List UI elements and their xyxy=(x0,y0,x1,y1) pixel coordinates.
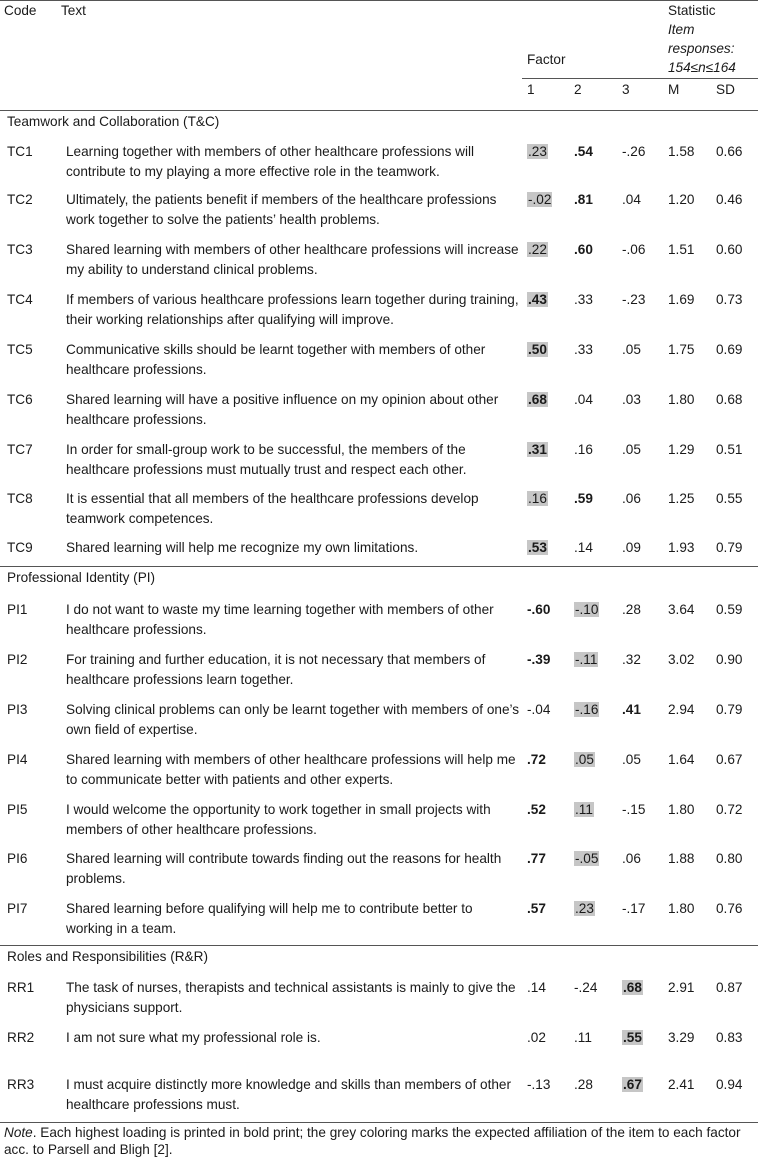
value-text: -.39 xyxy=(527,652,551,667)
value-text: -.60 xyxy=(527,602,551,617)
value-text: .53 xyxy=(528,540,547,555)
header-col-m: M xyxy=(668,82,680,97)
factor-2-loading xyxy=(574,290,593,310)
table-bottom-rule xyxy=(0,1122,758,1123)
sd-value xyxy=(716,142,742,162)
value-text: .67 xyxy=(623,1077,642,1092)
factor-1-loading xyxy=(527,340,548,360)
value-text: -.05 xyxy=(575,851,599,866)
note-label: Note xyxy=(4,1125,33,1140)
value-text: .52 xyxy=(527,802,546,817)
value-text: .05 xyxy=(622,342,641,357)
section-rule xyxy=(0,566,758,567)
value-text: .06 xyxy=(622,491,641,506)
factor-2-loading xyxy=(574,849,599,869)
factor-3-loading xyxy=(622,700,641,720)
item-text: Ultimately, the patients benefit if members of the healthcare professions work together to solve the patients’ health problems. xyxy=(66,192,497,227)
header-col-2: 2 xyxy=(574,82,582,97)
value-text: -.24 xyxy=(574,980,598,995)
mean-value xyxy=(668,440,694,460)
factor-1-loading xyxy=(527,440,548,460)
value-text: .31 xyxy=(528,442,547,457)
value-text: .60 xyxy=(574,242,593,257)
header-col-3: 3 xyxy=(622,82,630,97)
mean-value xyxy=(668,538,694,558)
item-code: PI3 xyxy=(7,702,28,717)
factor-1-loading xyxy=(527,600,550,620)
value-text: -.02 xyxy=(528,192,552,207)
table-note xyxy=(4,1124,754,1158)
item-code: TC8 xyxy=(7,491,33,506)
value-text: 3.29 xyxy=(668,1030,695,1045)
item-code: PI5 xyxy=(7,802,28,817)
item-code: RR2 xyxy=(7,1030,35,1045)
sd-value xyxy=(716,849,742,869)
item-code: TC4 xyxy=(7,292,33,307)
item-text: Learning together with members of other healthcare professions will contribute to my playing a more effective role in the teamwork. xyxy=(66,144,475,179)
value-text: 1.20 xyxy=(668,192,695,207)
table-top-rule xyxy=(0,0,758,1)
value-text: 1.88 xyxy=(668,851,695,866)
item-code: PI1 xyxy=(7,602,28,617)
value-text: 1.80 xyxy=(668,392,695,407)
mean-value xyxy=(668,800,694,820)
item-text: Shared learning will help me recognize my own limitations. xyxy=(66,540,419,555)
factor-1-loading xyxy=(527,142,548,162)
mean-value xyxy=(668,600,694,620)
value-text: 0.69 xyxy=(716,342,743,357)
factor-1-loading xyxy=(527,650,550,670)
header-item-responses-1: Item xyxy=(668,22,695,37)
header-factor: Factor xyxy=(527,52,566,67)
factor-2-loading xyxy=(574,978,597,998)
header-item-responses-3: 154≤n≤164 xyxy=(668,60,736,75)
value-text: .06 xyxy=(622,851,641,866)
value-text: .14 xyxy=(574,540,593,555)
item-text: Shared learning before qualifying will help me to contribute better to working in a team. xyxy=(66,901,473,936)
item-code: TC9 xyxy=(7,540,33,555)
value-text: 1.80 xyxy=(668,802,695,817)
sd-value xyxy=(716,340,742,360)
factor-3-loading xyxy=(622,142,645,162)
value-text: .28 xyxy=(622,602,641,617)
value-text: .50 xyxy=(528,342,547,357)
factor-1-loading xyxy=(527,489,548,509)
mean-value xyxy=(668,899,694,919)
value-text: 0.51 xyxy=(716,442,743,457)
value-text: 0.66 xyxy=(716,144,743,159)
factor-1-loading xyxy=(527,538,548,558)
section-title: Teamwork and Collaboration (T&C) xyxy=(7,114,220,129)
value-text: 1.29 xyxy=(668,442,695,457)
value-text: -.11 xyxy=(575,652,598,667)
factor-3-loading xyxy=(622,440,641,460)
factor-3-loading xyxy=(622,650,641,670)
factor-1-loading xyxy=(527,290,548,310)
factor-2-loading xyxy=(574,489,593,509)
factor-3-loading xyxy=(622,899,645,919)
factor-2-loading xyxy=(574,700,599,720)
value-text: .02 xyxy=(527,1030,546,1045)
sd-value xyxy=(716,190,742,210)
factor-3-loading xyxy=(622,800,645,820)
value-text: .09 xyxy=(622,540,641,555)
section-title: Roles and Responsibilities (R&R) xyxy=(7,949,208,964)
factor-3-loading xyxy=(622,489,641,509)
value-text: .16 xyxy=(574,442,593,457)
factor-3-loading xyxy=(622,849,641,869)
mean-value xyxy=(668,390,694,410)
value-text: 2.94 xyxy=(668,702,695,717)
value-text: 1.80 xyxy=(668,901,695,916)
item-text: I am not sure what my professional role is. xyxy=(66,1030,321,1045)
factor-1-loading xyxy=(527,849,546,869)
factor-2-loading xyxy=(574,142,593,162)
value-text: 0.68 xyxy=(716,392,743,407)
mean-value xyxy=(668,1075,694,1095)
value-text: .33 xyxy=(574,342,593,357)
item-text: I do not want to waste my time learning together with members of other healthcare professions. xyxy=(66,602,494,637)
value-text: .05 xyxy=(622,442,641,457)
mean-value xyxy=(668,240,694,260)
value-text: .04 xyxy=(574,392,593,407)
item-text: In order for small-group work to be successful, the members of the healthcare professions must mutually trust and respect each other. xyxy=(66,442,467,477)
item-code: PI6 xyxy=(7,851,28,866)
item-code: TC6 xyxy=(7,392,33,407)
value-text: -.23 xyxy=(622,292,646,307)
factor-1-loading xyxy=(527,240,548,260)
value-text: .14 xyxy=(527,980,546,995)
mean-value xyxy=(668,489,694,509)
item-text: The task of nurses, therapists and technical assistants is mainly to give the physicians support. xyxy=(66,980,516,1015)
mean-value xyxy=(668,340,694,360)
factor-2-loading xyxy=(574,240,593,260)
item-code: TC7 xyxy=(7,442,33,457)
value-text: 0.76 xyxy=(716,901,743,916)
factor-1-loading xyxy=(527,1028,546,1048)
value-text: 1.64 xyxy=(668,752,695,767)
sd-value xyxy=(716,290,742,310)
factor-2-loading xyxy=(574,440,593,460)
value-text: 0.60 xyxy=(716,242,743,257)
value-text: 0.67 xyxy=(716,752,743,767)
value-text: 0.87 xyxy=(716,980,743,995)
section-title: Professional Identity (PI) xyxy=(7,570,156,585)
value-text: 2.91 xyxy=(668,980,695,995)
item-code: RR1 xyxy=(7,980,35,995)
item-code: TC3 xyxy=(7,242,33,257)
value-text: 0.79 xyxy=(716,702,743,717)
item-text: Shared learning with members of other healthcare professions will help me to communicate better with patients and other experts. xyxy=(66,752,516,787)
sd-value xyxy=(716,800,742,820)
item-code: RR3 xyxy=(7,1077,35,1092)
factor-3-loading xyxy=(622,390,641,410)
value-text: 3.64 xyxy=(668,602,695,617)
header-col-1: 1 xyxy=(527,82,535,97)
item-code: TC5 xyxy=(7,342,33,357)
sd-value xyxy=(716,489,742,509)
value-text: .05 xyxy=(622,752,641,767)
value-text: 2.41 xyxy=(668,1077,695,1092)
factor-1-loading xyxy=(527,978,546,998)
value-text: 1.58 xyxy=(668,144,695,159)
value-text: 0.73 xyxy=(716,292,743,307)
value-text: 0.79 xyxy=(716,540,743,555)
value-text: .32 xyxy=(622,652,641,667)
sd-value xyxy=(716,978,742,998)
value-text: 0.83 xyxy=(716,1030,743,1045)
mean-value xyxy=(668,750,694,770)
item-code: PI7 xyxy=(7,901,28,916)
mean-value xyxy=(668,700,694,720)
factor-1-loading xyxy=(527,1075,550,1095)
item-code: TC1 xyxy=(7,144,33,159)
header-code: Code xyxy=(4,3,37,18)
sd-value xyxy=(716,538,742,558)
header-col-sd: SD xyxy=(716,82,735,97)
factor-1-loading xyxy=(527,190,552,210)
factor-2-loading xyxy=(574,390,593,410)
value-text: .43 xyxy=(528,292,547,307)
factor-2-loading xyxy=(574,600,599,620)
value-text: 1.93 xyxy=(668,540,695,555)
factor-2-loading xyxy=(574,650,598,670)
value-text: .03 xyxy=(622,392,641,407)
value-text: .28 xyxy=(574,1077,593,1092)
value-text: 0.72 xyxy=(716,802,743,817)
value-text: -.13 xyxy=(527,1077,551,1092)
value-text: .22 xyxy=(528,242,547,257)
item-text: Communicative skills should be learnt together with members of other healthcare professions. xyxy=(66,342,486,377)
mean-value xyxy=(668,142,694,162)
value-text: .11 xyxy=(575,802,593,817)
factor-1-loading xyxy=(527,750,546,770)
value-text: .16 xyxy=(528,491,547,506)
item-text: If members of various healthcare professions learn together during training, their working relationships after qualifying will improve. xyxy=(66,292,519,327)
sd-value xyxy=(716,440,742,460)
mean-value xyxy=(668,849,694,869)
mean-value xyxy=(668,290,694,310)
value-text: 1.75 xyxy=(668,342,695,357)
value-text: -.26 xyxy=(622,144,646,159)
sd-value xyxy=(716,390,742,410)
value-text: .33 xyxy=(574,292,593,307)
factor-3-loading xyxy=(622,978,643,998)
mean-value xyxy=(668,978,694,998)
value-text: .23 xyxy=(575,901,594,916)
value-text: 1.51 xyxy=(668,242,695,257)
factor-2-loading xyxy=(574,1075,593,1095)
value-text: .41 xyxy=(622,702,641,717)
factor-2-loading xyxy=(574,340,593,360)
note-text: . Each highest loading is printed in bold print; the grey coloring marks the expected affiliation of the item to each factor acc. to Parsell and Bligh [2]. xyxy=(4,1125,741,1157)
factor-3-loading xyxy=(622,1028,643,1048)
item-text: Shared learning will contribute towards finding out the reasons for health problems. xyxy=(66,851,502,886)
value-text: .05 xyxy=(575,752,594,767)
factor-2-loading xyxy=(574,800,594,820)
factor-2-loading xyxy=(574,899,595,919)
factor-1-loading xyxy=(527,899,546,919)
value-text: .77 xyxy=(527,851,546,866)
sd-value xyxy=(716,650,742,670)
item-text: It is essential that all members of the healthcare professions develop teamwork competences. xyxy=(66,491,479,526)
value-text: -.15 xyxy=(622,802,646,817)
sd-value xyxy=(716,600,742,620)
item-code: PI2 xyxy=(7,652,28,667)
value-text: -.17 xyxy=(622,901,646,916)
item-code: PI4 xyxy=(7,752,28,767)
factor-2-loading xyxy=(574,750,595,770)
value-text: 0.90 xyxy=(716,652,743,667)
value-text: -.04 xyxy=(527,702,551,717)
factor-3-loading xyxy=(622,290,645,310)
item-text: Shared learning with members of other healthcare professions will increase my ability to understand clinical problems. xyxy=(66,242,519,277)
value-text: -.06 xyxy=(622,242,646,257)
mean-value xyxy=(668,1028,694,1048)
value-text: 0.59 xyxy=(716,602,743,617)
value-text: 0.55 xyxy=(716,491,743,506)
factor-1-loading xyxy=(527,800,546,820)
header-statistic: Statistic xyxy=(668,3,716,18)
factor-3-loading xyxy=(622,538,641,558)
section-rule xyxy=(0,945,758,946)
value-text: .68 xyxy=(623,980,642,995)
value-text: .68 xyxy=(528,392,547,407)
value-text: .59 xyxy=(574,491,593,506)
item-text: Solving clinical problems can only be learnt together with members of one’s own field of expertise. xyxy=(66,702,520,737)
factor-1-loading xyxy=(527,390,548,410)
value-text: 0.94 xyxy=(716,1077,743,1092)
mean-value xyxy=(668,650,694,670)
item-text: I would welcome the opportunity to work together in small projects with members of other healthcare professions. xyxy=(66,802,491,837)
sd-value xyxy=(716,700,742,720)
header-subrule xyxy=(522,78,758,79)
sd-value xyxy=(716,240,742,260)
value-text: .55 xyxy=(623,1030,642,1045)
value-text: .23 xyxy=(528,144,547,159)
factor-3-loading xyxy=(622,1075,643,1095)
item-text: I must acquire distinctly more knowledge and skills than members of other healthcare professions must. xyxy=(66,1077,512,1112)
value-text: .04 xyxy=(622,192,641,207)
factor-3-loading xyxy=(622,190,641,210)
item-text: For training and further education, it is not necessary that members of healthcare professions learn together. xyxy=(66,652,486,687)
factor-2-loading xyxy=(574,538,593,558)
header-item-responses-2: responses: xyxy=(668,41,735,56)
item-code: TC2 xyxy=(7,192,33,207)
value-text: .72 xyxy=(527,752,546,767)
sd-value xyxy=(716,750,742,770)
item-text: Shared learning will have a positive influence on my opinion about other healthcare professions. xyxy=(66,392,499,427)
factor-1-loading xyxy=(527,700,550,720)
value-text: -.16 xyxy=(575,702,599,717)
value-text: 3.02 xyxy=(668,652,695,667)
factor-3-loading xyxy=(622,340,641,360)
header-text: Text xyxy=(61,3,86,18)
header-bottom-rule xyxy=(0,110,758,111)
factor-3-loading xyxy=(622,750,641,770)
value-text: .11 xyxy=(574,1030,592,1045)
value-text: -.10 xyxy=(575,602,599,617)
sd-value xyxy=(716,899,742,919)
factor-2-loading xyxy=(574,1028,592,1048)
factor-3-loading xyxy=(622,600,641,620)
value-text: .54 xyxy=(574,144,593,159)
sd-value xyxy=(716,1075,742,1095)
value-text: 1.25 xyxy=(668,491,695,506)
value-text: 0.80 xyxy=(716,851,743,866)
sd-value xyxy=(716,1028,742,1048)
mean-value xyxy=(668,190,694,210)
value-text: .81 xyxy=(574,192,593,207)
value-text: 0.46 xyxy=(716,192,743,207)
value-text: 1.69 xyxy=(668,292,695,307)
value-text: .57 xyxy=(527,901,546,916)
factor-3-loading xyxy=(622,240,645,260)
factor-2-loading xyxy=(574,190,593,210)
